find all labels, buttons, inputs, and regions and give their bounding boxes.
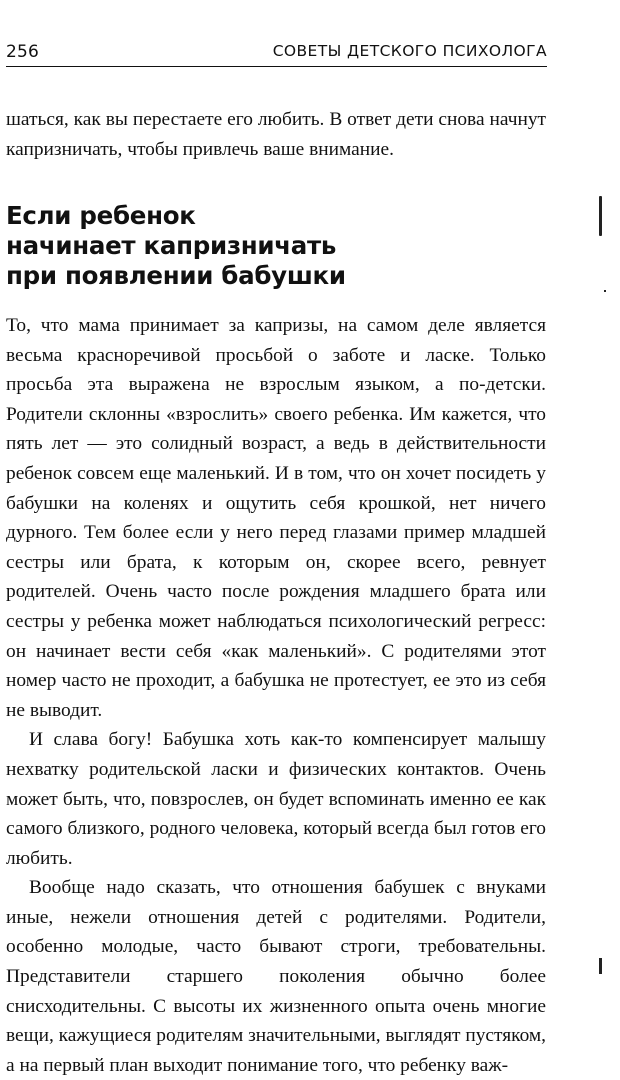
section-heading-line: начинает капризничать: [6, 231, 337, 260]
intro-text: [6, 105, 546, 164]
body-paragraph: И слава богу! Бабушка хоть как-то компенсирует малышу нехватку родительской ласки и физических контактов. Очень может быть, что, повзрослев, он будет вспоминать именно ее как самого близкого, родного человека, который всегда был готов его любить.: [6, 729, 546, 869]
margin-mark: [599, 196, 602, 236]
running-title: СОВЕТЫ ДЕТСКОГО ПСИХОЛОГА: [272, 42, 547, 60]
section-heading: [6, 201, 566, 291]
section-body: [6, 311, 546, 1080]
running-header: [6, 36, 547, 67]
page-number: 256: [6, 42, 40, 62]
section-heading-line: при появлении бабушки: [6, 261, 346, 290]
margin-mark: [599, 958, 602, 974]
intro-paragraph: шаться, как вы перестаете его любить. В ответ дети снова начнут капризничать, чтобы привлечь ваше внимание.: [6, 109, 546, 160]
margin-dot: [604, 290, 606, 292]
body-paragraph: Вообще надо сказать, что отношения бабушек с внуками иные, нежели отношения детей с родителями. Родители, особенно молодые, часто бывают строги, требовательны. Представители старшего поколения обычно более снисходительны. С высоты их жизненного опыта очень многие вещи, кажущиеся родителям значительными, выглядят пустяком, а на первый план выходит понимание того, что ребенку важ-: [6, 877, 547, 1076]
body-paragraph: То, что мама принимает за капризы, на самом деле является весьма красноречивой просьбой о заботе и ласке. Только просьба эта выражена не взрослым языком, а по-детски. Родители склонны «взрослить» своего ребенка. Им кажется, что пять лет — это солидный возраст, а ведь в действительности ребенок совсем еще маленький. И в том, что он хочет посидеть у бабушки на коленях и ощутить себя крошкой, нет ничего дурного. Тем более если у него перед глазами пример младшей сестры или брата, к которым он, скорее всего, ревнует родителей. Очень часто после рождения младшего брата или сестры у ребенка может наблюдаться психологический регресс: он начинает вести себя «как маленький». С родителями этот номер часто не проходит, а бабушка не протестует, ее это из себя не выводит.: [6, 315, 546, 721]
section-heading-line: Если ребенок: [6, 201, 196, 230]
